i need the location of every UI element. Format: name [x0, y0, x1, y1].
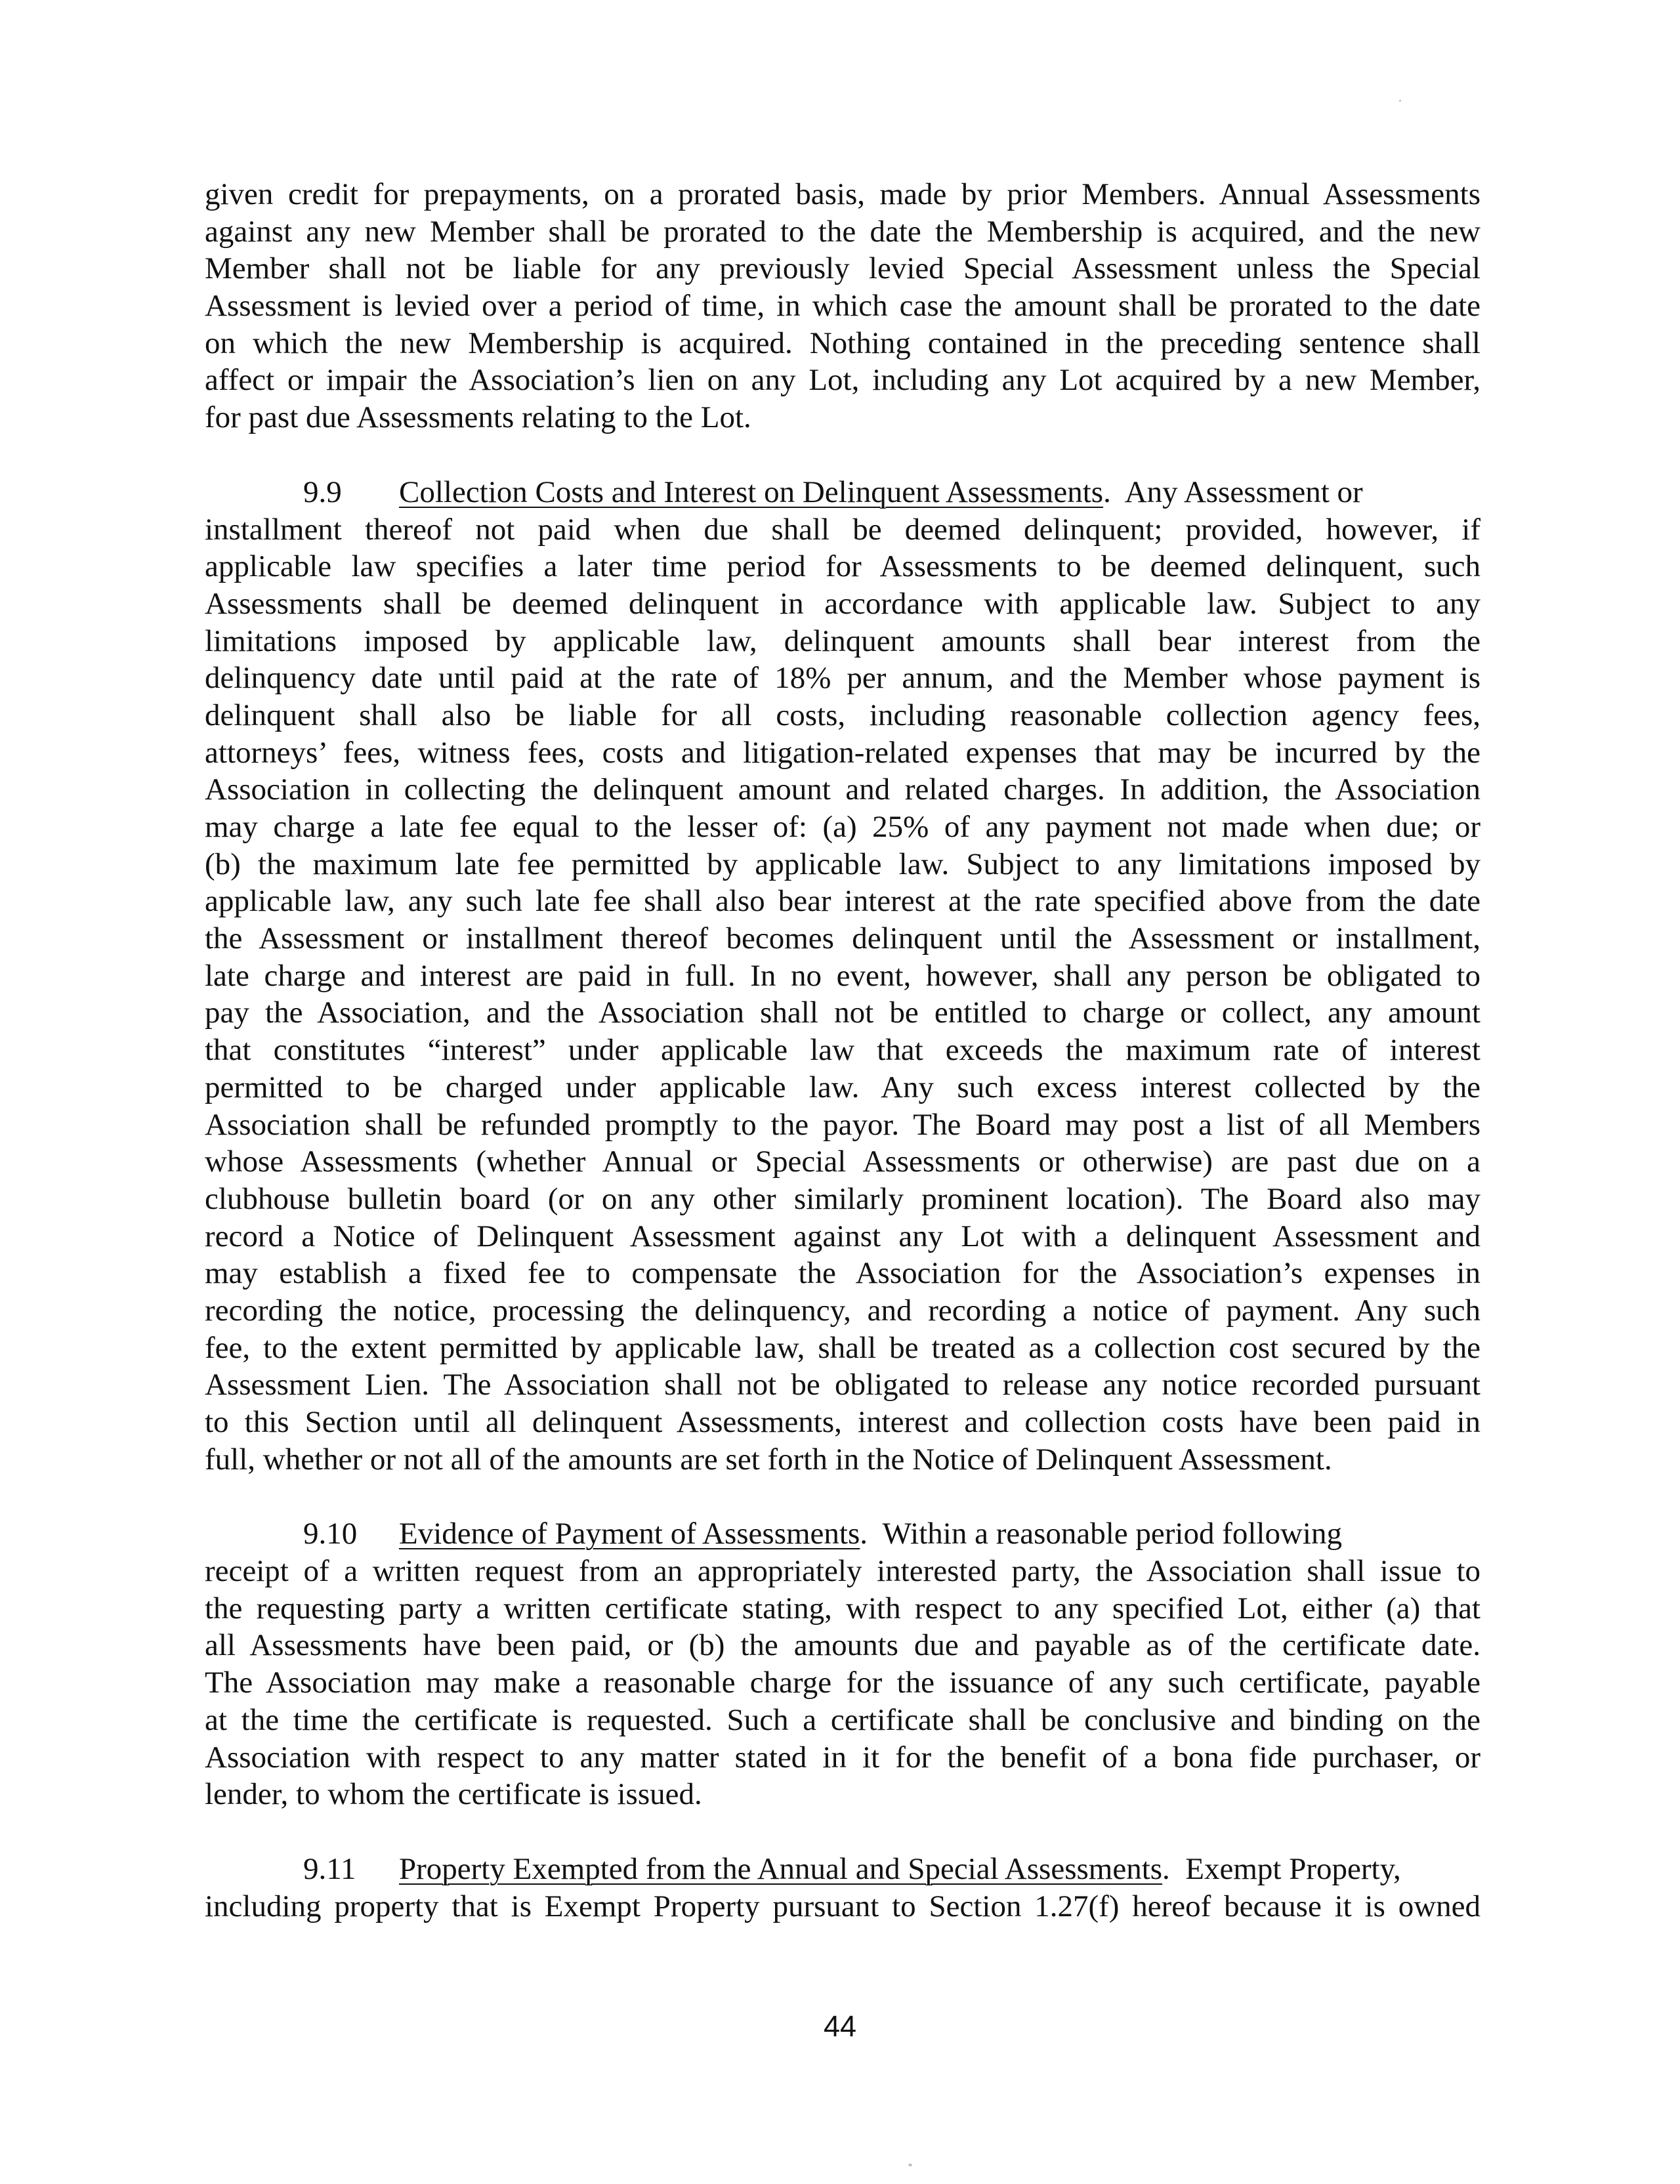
text-line: may establish a fixed fee to compensate the Association for the Association’s expenses in [205, 1256, 1480, 1291]
section-heading-line [205, 1851, 1480, 1888]
text-line: recording the notice, processing the delinquency, and recording a notice of payment. Any such [205, 1293, 1480, 1328]
text-line: applicable law, any such late fee shall also bear interest at the rate specified above from the date [205, 884, 1480, 919]
section-number: 9.11 [303, 1851, 356, 1886]
paragraph-p-9-9 [205, 474, 1480, 1479]
text-line: given credit for prepayments, on a prorated basis, made by prior Members. Annual Assessments [205, 177, 1480, 211]
text-line: The Association may make a reasonable charge for the issuance of any such certificate, payable [205, 1666, 1480, 1700]
text-line: the requesting party a written certificate stating, with respect to any specified Lot, either (a) that [205, 1591, 1480, 1626]
text-line: for past due Assessments relating to the Lot. [205, 400, 751, 435]
text-line: that constitutes “interest” under applicable law that exceeds the maximum rate of interest [205, 1033, 1480, 1068]
text-line: Assessment is levied over a period of time, in which case the amount shall be prorated to the date [205, 289, 1480, 324]
paragraph-p-9-10 [205, 1515, 1480, 1813]
text-line: may charge a late fee equal to the lesser of: (a) 25% of any payment not made when due; or [205, 810, 1480, 844]
text-line: Assessments shall be deemed delinquent in accordance with applicable law. Subject to any [205, 586, 1480, 621]
text-line: against any new Member shall be prorated to the date the Membership is acquired, and the new [205, 214, 1480, 249]
scan-speck [1399, 100, 1401, 102]
text-line: (b) the maximum late fee permitted by applicable law. Subject to any limitations imposed by [205, 847, 1480, 881]
text-line: fee, to the extent permitted by applicable law, shall be treated as a collection cost secured by the [205, 1330, 1480, 1365]
text-line: delinquent shall also be liable for all costs, including reasonable collection agency fees, [205, 698, 1480, 732]
text-line: Member shall not be liable for any previously levied Special Assessment unless the Special [205, 251, 1480, 286]
text-line: permitted to be charged under applicable law. Any such excess interest collected by the [205, 1070, 1480, 1104]
text-line: Association shall be refunded promptly to the payor. The Board may post a list of all Members [205, 1107, 1480, 1142]
section-title: Evidence of Payment of Assessments [399, 1517, 860, 1551]
document-body [205, 176, 1480, 1962]
text-line: late charge and interest are paid in full. In no event, however, shall any person be obligated to [205, 958, 1480, 993]
text-line: limitations imposed by applicable law, delinquent amounts shall bear interest from the [205, 623, 1480, 658]
section-heading-line [205, 1515, 1480, 1553]
scan-speck [908, 2164, 912, 2166]
section-heading-text: . Within a reasonable period following [860, 1517, 1342, 1551]
text-line: Association in collecting the delinquent amount and related charges. In addition, the Association [205, 772, 1480, 807]
text-line: lender, to whom the certificate is issued. [205, 1777, 702, 1812]
text-line: Assessment Lien. The Association shall not be obligated to release any notice recorded pursuant [205, 1368, 1480, 1402]
text-line: clubhouse bulletin board (or on any other similarly prominent location). The Board also may [205, 1181, 1480, 1216]
paragraph-p-9-11 [205, 1851, 1480, 1925]
text-line: the Assessment or installment thereof becomes delinquent until the Assessment or installment, [205, 921, 1480, 956]
section-heading-text: . Any Assessment or [1103, 474, 1363, 509]
text-line: installment thereof not paid when due shall be deemed delinquent; provided, however, if [205, 512, 1480, 547]
text-line: to this Section until all delinquent Assessments, interest and collection costs have been paid in [205, 1405, 1480, 1439]
text-line: at the time the certificate is requested. Such a certificate shall be conclusive and binding on the [205, 1702, 1480, 1737]
text-line: all Assessments have been paid, or (b) the amounts due and payable as of the certificate date. [205, 1628, 1480, 1663]
text-line: full, whether or not all of the amounts are set forth in the Notice of Delinquent Assessment. [205, 1442, 1332, 1477]
paragraph-p-9-8-cont [205, 176, 1480, 436]
text-line: pay the Association, and the Association shall not be entitled to charge or collect, any amount [205, 996, 1480, 1030]
text-line: applicable law specifies a later time period for Assessments to be deemed delinquent, such [205, 549, 1480, 584]
text-line: attorneys’ fees, witness fees, costs and litigation-related expenses that may be incurred by the [205, 735, 1480, 770]
page-number: 44 [823, 2009, 857, 2043]
text-line: receipt of a written request from an appropriately interested party, the Association shall issue to [205, 1554, 1480, 1589]
section-title: Property Exempted from the Annual and Special Assessments [399, 1851, 1163, 1886]
section-number: 9.10 [303, 1517, 358, 1551]
text-line: on which the new Membership is acquired. Nothing contained in the preceding sentence shall [205, 326, 1480, 360]
section-number: 9.9 [303, 474, 342, 509]
text-line: record a Notice of Delinquent Assessment against any Lot with a delinquent Assessment and [205, 1219, 1480, 1253]
section-title: Collection Costs and Interest on Delinquent Assessments [399, 474, 1104, 509]
text-line: whose Assessments (whether Annual or Special Assessments or otherwise) are past due on a [205, 1144, 1480, 1179]
text-line: delinquency date until paid at the rate of 18% per annum, and the Member whose payment is [205, 661, 1480, 696]
text-line: including property that is Exempt Property pursuant to Section 1.27(f) hereof because it is owned [205, 1889, 1480, 1923]
section-heading-line [205, 474, 1480, 511]
text-line: affect or impair the Association’s lien on any Lot, including any Lot acquired by a new Member, [205, 363, 1480, 398]
section-heading-text: . Exempt Property, [1162, 1851, 1401, 1886]
text-line: Association with respect to any matter stated in it for the benefit of a bona fide purchaser, or [205, 1740, 1480, 1774]
